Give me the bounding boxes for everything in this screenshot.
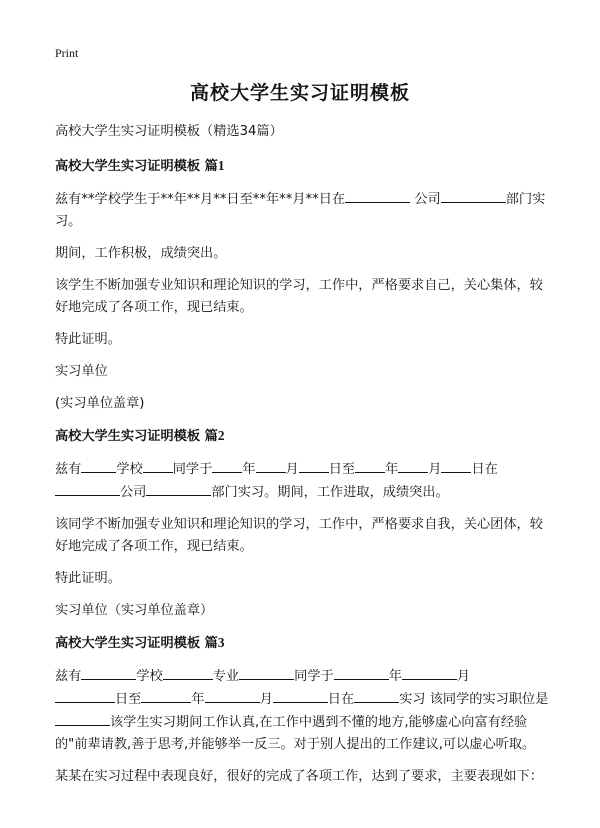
fill-blank (273, 688, 328, 703)
text-run: 日至 (115, 692, 142, 707)
text-run: 该学生实习期间工作认真,在工作中遇到不懂的地方,能够虚心向富有经验的"前辈请教,善于思考,并能够举一反三。对于别人提出的工作建议,可以虚心听取。 (55, 715, 536, 752)
fill-blank (239, 665, 294, 680)
text-run: 日至 (328, 462, 356, 477)
document-title: 高校大学生实习证明模板 (189, 82, 410, 104)
fill-blank (55, 481, 120, 496)
section-1-paragraph-3: 该学生不断加强专业知识和理论知识的学习，工作中，严格要求自己，关心集体，较好地完成了各项工作，现已结束。 (55, 278, 543, 315)
text-run: 部门实习。 (55, 192, 546, 229)
section-3-paragraph-1 (55, 665, 550, 756)
print-label[interactable]: Print (55, 46, 79, 60)
section-1-paragraph-2: 期间，工作积极，成绩突出。 (55, 246, 227, 261)
text-run: 日在 (471, 462, 498, 477)
text-run: 实习 该同学的实习职位是 (399, 692, 549, 707)
text-run: 公司 (120, 485, 147, 500)
fill-blank (81, 665, 136, 680)
fill-blank (55, 688, 115, 703)
text-run: 年 (242, 462, 256, 477)
section-1-paragraph-6: (实习单位盖章) (55, 396, 145, 411)
section-3-paragraph-2: 某某在实习过程中表现良好，很好的完成了各项工作，达到了要求，主要表现如下： (55, 769, 543, 784)
text-run: 月 (285, 462, 299, 477)
text-run: 同学于 (294, 669, 334, 684)
fill-blank (334, 665, 389, 680)
fill-blank (143, 458, 173, 473)
section-number: 1 (217, 158, 225, 173)
fill-blank (402, 665, 457, 680)
fill-blank (81, 458, 116, 473)
fill-blank (212, 458, 242, 473)
section-heading-text: 高校大学生实习证明模板 篇 (55, 429, 218, 444)
section-3-heading (55, 632, 550, 655)
fill-blank (354, 688, 399, 703)
fill-blank (355, 458, 385, 473)
fill-blank (146, 481, 211, 496)
section-2-paragraph-2: 该同学不断加强专业知识和理论知识的学习，工作中，严格要求自我，关心团体，较好地完成了各项工作，现已结束。 (55, 517, 543, 554)
text-run: 月 (456, 669, 471, 684)
text-run: 年 (191, 692, 205, 707)
text-run: 年 (388, 669, 402, 684)
text-run: 日在 (327, 692, 355, 707)
text-run: 兹有 (55, 669, 82, 684)
document-body (55, 121, 550, 788)
fill-blank (299, 458, 329, 473)
section-number: 2 (217, 428, 225, 443)
text-run: 专业 (212, 669, 240, 684)
section-1-heading (55, 155, 550, 178)
fill-blank (398, 458, 428, 473)
section-2-paragraph-3: 特此证明。 (55, 571, 121, 586)
text-run: 年 (385, 462, 399, 477)
text-run: 学校 (116, 462, 143, 477)
fill-blank (256, 458, 286, 473)
document-subtitle: 高校大学生实习证明模板（精选34篇） (55, 124, 283, 139)
fill-blank (345, 188, 410, 203)
text-run: 月 (259, 692, 273, 707)
fill-blank (163, 665, 213, 680)
section-heading-text: 高校大学生实习证明模板 篇 (55, 636, 218, 651)
text-run: 公司 (414, 192, 441, 207)
section-heading-text: 高校大学生实习证明模板 篇 (55, 159, 218, 174)
fill-blank (141, 688, 191, 703)
section-2-heading (55, 425, 550, 448)
section-number: 3 (217, 635, 225, 650)
section-1-paragraph-5: 实习单位 (55, 364, 108, 379)
text-run: 同学于 (172, 462, 213, 477)
text-run: 部门实习。期间，工作进取，成绩突出。 (211, 485, 449, 500)
section-2-paragraph-1 (55, 458, 550, 504)
fill-blank (441, 188, 506, 203)
section-2-paragraph-4: 实习单位（实习单位盖章） (55, 603, 214, 618)
text-run: 兹有 (55, 462, 82, 477)
text-run: 兹有**学校学生于**年**月**日至**年**月**日在 (55, 192, 346, 207)
fill-blank (55, 711, 110, 726)
section-1-paragraph-1 (55, 188, 550, 233)
fill-blank (441, 458, 471, 473)
fill-blank (205, 688, 260, 703)
section-1-paragraph-4: 特此证明。 (55, 332, 121, 347)
text-run: 月 (428, 462, 442, 477)
text-run: 学校 (136, 669, 163, 684)
